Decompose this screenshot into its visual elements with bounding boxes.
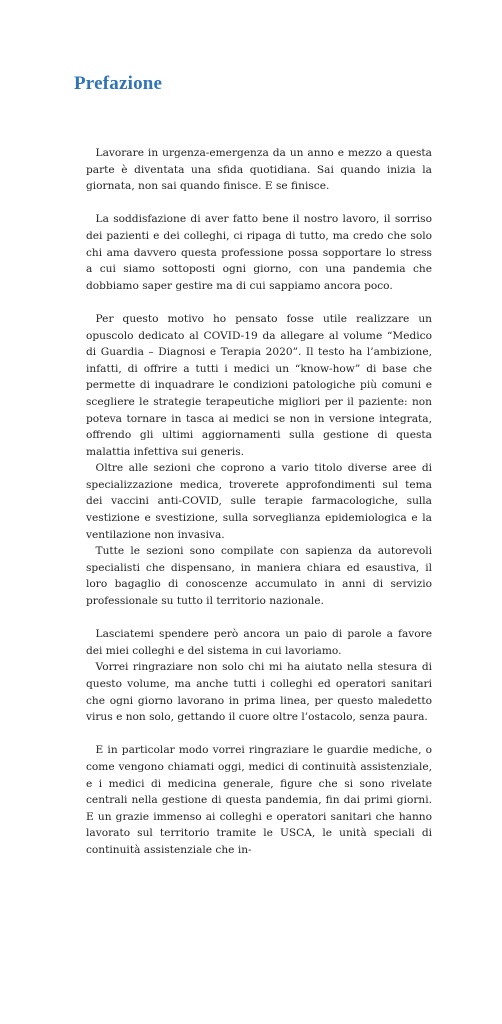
body-text [86,145,432,859]
paragraph: E in particolar modo vorrei ringraziare le guardie mediche, o come vengono chiamati oggi, medici di continuità assistenziale, e i medici di medicina generale, figure che si sono rivelate centrali nella gestione di questa pandemia, fin dai primi giorni. E un grazie immenso ai colleghi e operatori sanitari che hanno lavorato sul territorio tramite le USCA, le unità speciali di continuità assistenziale che in- [86,744,432,856]
paragraph: La soddisfazione di aver fatto bene il nostro lavoro, il sorriso dei pazienti e dei colleghi, ci ripaga di tutto, ma credo che solo chi ama davvero questa professione possa sopportare lo stress a cui siamo sottoposti ogni giorno, con una pandemia che dobbiamo saper gestire ma di cui sappiamo ancora poco. [86,213,432,292]
paragraph: Per questo motivo ho pensato fosse utile realizzare un opuscolo dedicato al COVID-19 da allegare al volume “Medico di Guardia – Diagnosi e Terapia 2020”. Il testo ha l’ambizione, infatti, di offrire a tutti i medici un “know-how” di base che permette di inquadrare le condizioni patologiche più comuni e scegliere le strategie terapeutiche migliori per il paziente: non poteva tornare in tasca ai medici se non in versione integrata, offrendo gli ultimi aggiornamenti sulla gestione di questa malattia infettiva sui generis. [86,312,432,458]
paragraph: Lavorare in urgenza-emergenza da un anno e mezzo a questa parte è diventata una sfida quotidiana. Sai quando inizia la giornata, non sai quando finisce. E se finisce. [86,147,432,193]
chapter-title: Prefazione [74,73,163,94]
paragraph: Vorrei ringraziare non solo chi mi ha aiutato nella stesura di questo volume, ma anche tutti i colleghi ed operatori sanitari che ogni giorno lavorano in prima linea, per questo maledetto virus e non solo, gettando il cuore oltre l’ostacolo, senza paura. [86,661,432,724]
paragraph: Tutte le sezioni sono compilate con sapienza da autorevoli specialisti che dispensano, in maniera chiara ed esaustiva, il loro bagaglio di conoscenze accumulato in anni di servizio professionale su tutto il territorio nazionale. [86,545,432,608]
paragraph: Lasciatemi spendere però ancora un paio di parole a favore dei miei colleghi e del sistema in cui lavoriamo. [86,628,432,657]
paragraph: Oltre alle sezioni che coprono a vario titolo diverse aree di specializzazione medica, troverete approfondimenti sul tema dei vaccini anti-COVID, sulle terapie farmacologiche, sulla vestizione e svestizione, sulla sorveglianza epidemiologica e la ventilazione non invasiva. [86,462,432,541]
